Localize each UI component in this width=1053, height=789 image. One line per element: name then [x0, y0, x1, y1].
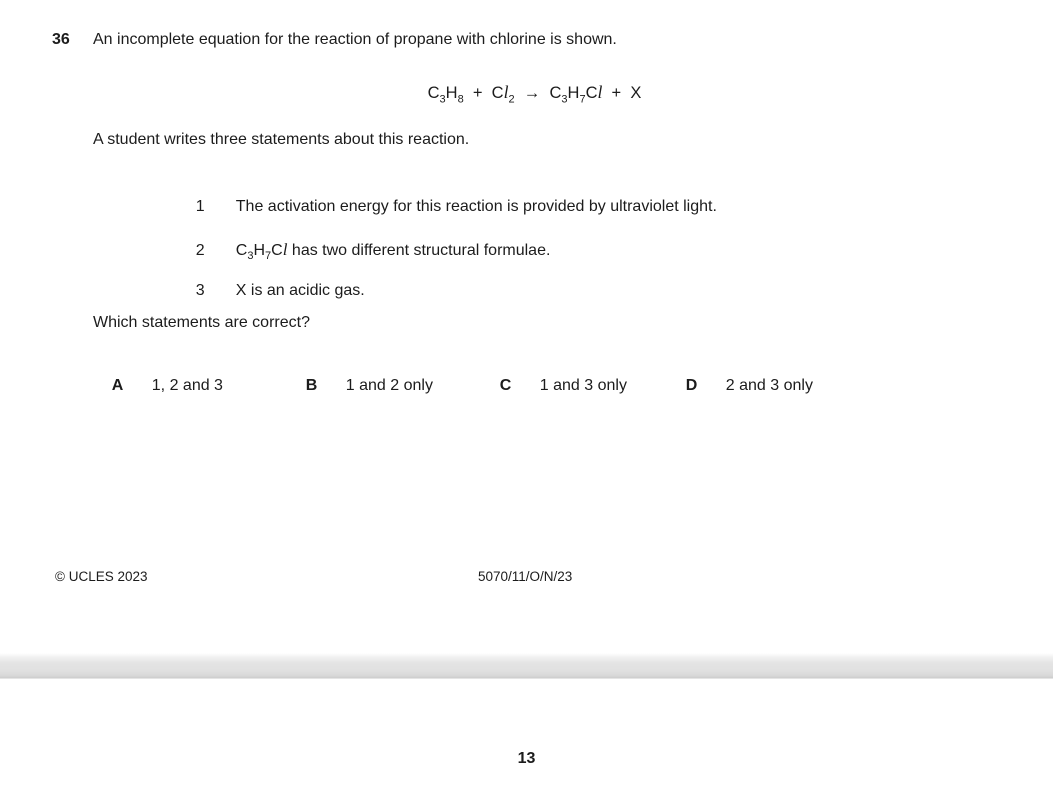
option-letter: C — [499, 377, 512, 394]
answer-option-d — [668, 359, 813, 413]
question-prompt: An incomplete equation for the reaction of propane with chlorine is shown. — [93, 31, 617, 48]
exam-page-next — [0, 679, 1053, 789]
page-break-divider — [0, 653, 1053, 679]
statement-intro: A student writes three statements about this reaction. — [93, 131, 470, 148]
statement-text: $C_3H_7Cl$ has two different structural formulae. — [235, 240, 551, 263]
option-letter: A — [111, 377, 124, 394]
option-text: 2 and 3 only — [725, 377, 813, 394]
statement-text: The activation energy for this reaction is provided by ultraviolet light. — [235, 198, 717, 215]
option-text: 1 and 3 only — [539, 377, 627, 394]
option-letter: D — [685, 377, 698, 394]
answer-option-c — [482, 359, 627, 413]
question-which-line: Which statements are correct? — [93, 314, 310, 331]
chemical-equation: $C_3H_8 + Cl_2 \to C_3H_7Cl + X$ — [427, 82, 642, 106]
statement-number: 2 — [195, 242, 205, 259]
question-number: 36 — [52, 31, 70, 48]
page-number: 13 — [517, 750, 536, 767]
option-letter: B — [305, 377, 318, 394]
footer-copyright: © UCLES 2023 — [55, 569, 148, 584]
footer-paper-code: 5070/11/O/N/23 — [478, 569, 573, 584]
statement-text: X is an acidic gas. — [235, 282, 365, 299]
statement-number: 1 — [195, 198, 205, 215]
statement-row — [178, 264, 365, 318]
option-text: 1, 2 and 3 — [151, 377, 223, 394]
option-text: 1 and 2 only — [345, 377, 433, 394]
answer-option-b — [288, 359, 433, 413]
answer-option-a — [94, 359, 223, 413]
statement-number: 3 — [195, 282, 205, 299]
